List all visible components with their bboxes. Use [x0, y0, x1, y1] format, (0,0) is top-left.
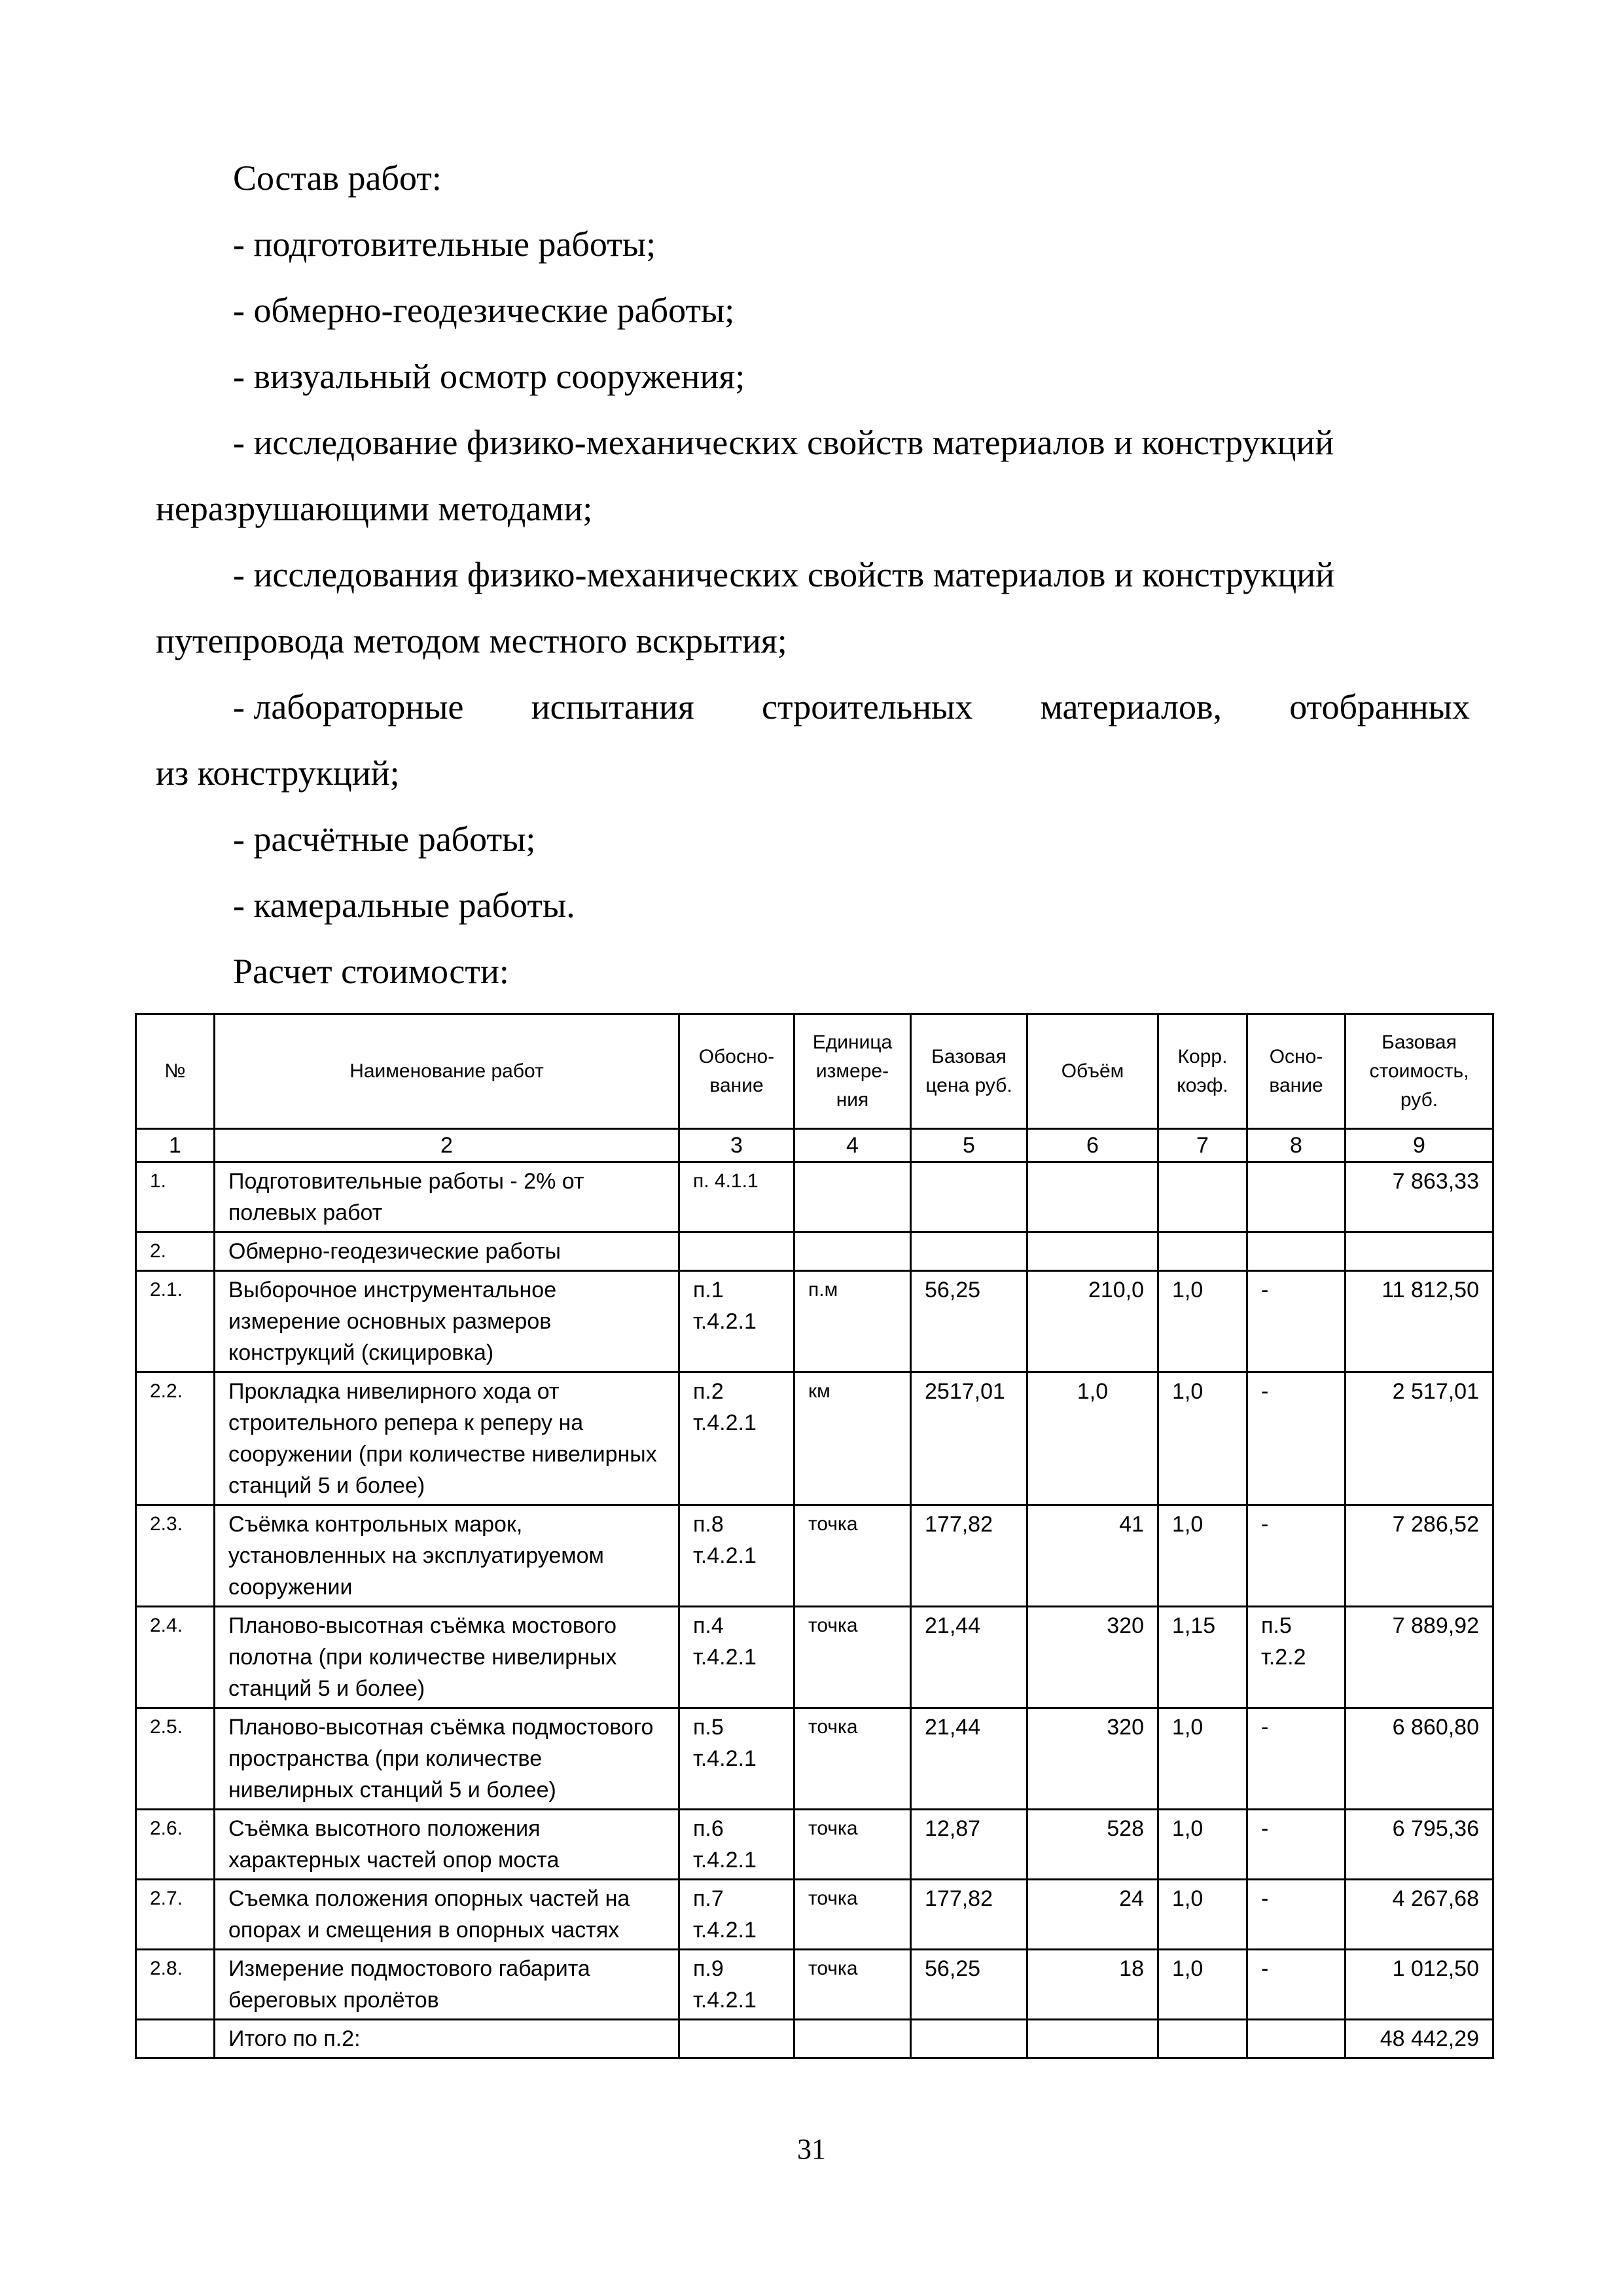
- cell-volume: 18: [1027, 1950, 1158, 2020]
- cell-coef: 1,0: [1158, 1505, 1247, 1607]
- list-item-continuation: неразрушающими методами;: [156, 489, 593, 528]
- list-item: - визуальный осмотр сооружения;: [233, 357, 745, 396]
- cell-unit: точка: [794, 1950, 911, 2020]
- cell-volume: 1,0: [1027, 1372, 1158, 1505]
- cell-coef: [1158, 1162, 1247, 1232]
- cell-volume: 320: [1027, 1607, 1158, 1708]
- cell-basis: п. 4.1.1: [679, 1162, 794, 1232]
- cell-basis: п.5 т.4.2.1: [679, 1708, 794, 1810]
- cell-unit: п.м: [794, 1271, 911, 1372]
- cell-ground: [1247, 1232, 1346, 1271]
- column-number: 1: [136, 1129, 215, 1162]
- page-number: 31: [797, 2133, 826, 2165]
- cell-empty: [794, 2020, 911, 2058]
- cell-cost: 11 812,50: [1346, 1271, 1493, 1372]
- header-cell-coef: Корр. коэф.: [1158, 1014, 1247, 1129]
- list-item: - подготовительные работы;: [233, 224, 656, 264]
- cell-no: 1.: [136, 1162, 215, 1232]
- cell-unit: [794, 1232, 911, 1271]
- cell-name: Съёмка контрольных марок, установленных на эксплуатируемом сооружении: [215, 1505, 679, 1607]
- cell-basis: п.8 т.4.2.1: [679, 1505, 794, 1607]
- cell-volume: 210,0: [1027, 1271, 1158, 1372]
- word: материалов,: [1040, 687, 1222, 726]
- cell-basis: п.6 т.4.2.1: [679, 1810, 794, 1880]
- total-label: Итого по п.2:: [215, 2020, 679, 2058]
- cell-no: 2.: [136, 1232, 215, 1271]
- cell-unit: точка: [794, 1880, 911, 1950]
- table-row: [136, 1232, 1493, 1271]
- cell-ground: -: [1247, 1810, 1346, 1880]
- cell-volume: 24: [1027, 1880, 1158, 1950]
- cell-price: 21,44: [911, 1607, 1027, 1708]
- list-item: - камеральные работы.: [233, 886, 575, 925]
- cell-unit: точка: [794, 1708, 911, 1810]
- cell-no: 2.3.: [136, 1505, 215, 1607]
- cell-coef: [1158, 1232, 1247, 1271]
- cell-no: 2.6.: [136, 1810, 215, 1880]
- list-item-continuation: из конструкций;: [156, 753, 400, 793]
- cell-ground: [1247, 1162, 1346, 1232]
- table-row: [136, 1880, 1493, 1950]
- cell-cost: 4 267,68: [1346, 1880, 1493, 1950]
- cell-basis: [679, 1232, 794, 1271]
- cell-name: Съёмка высотного положения характерных частей опор моста: [215, 1810, 679, 1880]
- cell-no: 2.4.: [136, 1607, 215, 1708]
- word: отобранных: [1289, 687, 1470, 726]
- cell-coef: 1,0: [1158, 1810, 1247, 1880]
- cell-price: 56,25: [911, 1271, 1027, 1372]
- header-cell-no: №: [136, 1014, 215, 1129]
- cell-no: 2.2.: [136, 1372, 215, 1505]
- header-cell-ground: Осно-вание: [1247, 1014, 1346, 1129]
- cell-price: 21,44: [911, 1708, 1027, 1810]
- cell-basis: п.7 т.4.2.1: [679, 1880, 794, 1950]
- list-item: - расчётные работы;: [233, 819, 536, 859]
- cell-coef: 1,0: [1158, 1880, 1247, 1950]
- cell-cost: 6 860,80: [1346, 1708, 1493, 1810]
- cell-cost: 6 795,36: [1346, 1810, 1493, 1880]
- header-cell-name: Наименование работ: [215, 1014, 679, 1129]
- column-number: 6: [1027, 1129, 1158, 1162]
- list-item: - исследования физико-механических свойств материалов и конструкций: [233, 555, 1335, 594]
- cell-empty: [1158, 2020, 1247, 2058]
- word: - лабораторные: [233, 687, 464, 726]
- cell-ground: п.5 т.2.2: [1247, 1607, 1346, 1708]
- column-number: 9: [1346, 1129, 1493, 1162]
- cell-empty: [1247, 2020, 1346, 2058]
- cell-no: 2.7.: [136, 1880, 215, 1950]
- cell-volume: 41: [1027, 1505, 1158, 1607]
- table-row: [136, 1708, 1493, 1810]
- cell-unit: точка: [794, 1810, 911, 1880]
- column-number-row: [136, 1129, 1493, 1162]
- cell-cost: 1 012,50: [1346, 1950, 1493, 2020]
- column-number: 3: [679, 1129, 794, 1162]
- cell-no: 2.8.: [136, 1950, 215, 2020]
- cell-coef: 1,0: [1158, 1708, 1247, 1810]
- cell-cost: [1346, 1232, 1493, 1271]
- cell-name: Прокладка нивелирного хода от строительного репера к реперу на сооружении (при количестве нивелирных станций 5 и более): [215, 1372, 679, 1505]
- cell-coef: 1,0: [1158, 1271, 1247, 1372]
- header-cell-cost: Базовая стоимость, руб.: [1346, 1014, 1493, 1129]
- cell-unit: [794, 1162, 911, 1232]
- header-cell-unit: Единица измере-ния: [794, 1014, 911, 1129]
- cell-empty: [1027, 2020, 1158, 2058]
- column-number: 5: [911, 1129, 1027, 1162]
- cell-ground: -: [1247, 1950, 1346, 2020]
- cell-price: 56,25: [911, 1950, 1027, 2020]
- cell-name: Планово-высотная съёмка подмостового пространства (при количестве нивелирных станций 5 и более): [215, 1708, 679, 1810]
- cell-unit: точка: [794, 1505, 911, 1607]
- cell-name: Съемка положения опорных частей на опорах и смещения в опорных частях: [215, 1880, 679, 1950]
- cell-price: 177,82: [911, 1505, 1027, 1607]
- cell-ground: -: [1247, 1271, 1346, 1372]
- header-cell-volume: Объём: [1027, 1014, 1158, 1129]
- column-number: 4: [794, 1129, 911, 1162]
- cell-volume: [1027, 1232, 1158, 1271]
- cell-name: Выборочное инструментальное измерение основных размеров конструкций (скицировка): [215, 1271, 679, 1372]
- cell-basis: п.4 т.4.2.1: [679, 1607, 794, 1708]
- cell-empty: [679, 2020, 794, 2058]
- cell-basis: п.9 т.4.2.1: [679, 1950, 794, 2020]
- cell-name: Планово-высотная съёмка мостового полотна (при количестве нивелирных станций 5 и более): [215, 1607, 679, 1708]
- cell-name: Подготовительные работы - 2% от полевых работ: [215, 1162, 679, 1232]
- cell-coef: 1,0: [1158, 1950, 1247, 2020]
- table-row: [136, 1271, 1493, 1372]
- total-value: 48 442,29: [1346, 2020, 1493, 2058]
- intro-text: [156, 145, 1470, 1005]
- column-number: 8: [1247, 1129, 1346, 1162]
- cell-name: Измерение подмостового габарита береговых пролётов: [215, 1950, 679, 2020]
- list-item-justified: [156, 674, 1470, 740]
- cell-ground: -: [1247, 1372, 1346, 1505]
- cost-table: [135, 1013, 1494, 2059]
- cell-coef: 1,0: [1158, 1372, 1247, 1505]
- cell-price: [911, 1162, 1027, 1232]
- cell-price: 177,82: [911, 1880, 1027, 1950]
- cell-price: 12,87: [911, 1810, 1027, 1880]
- cell-cost: 7 286,52: [1346, 1505, 1493, 1607]
- cell-ground: -: [1247, 1708, 1346, 1810]
- cell-name: Обмерно-геодезические работы: [215, 1232, 679, 1271]
- list-item: - исследование физико-механических свойств материалов и конструкций: [233, 423, 1334, 462]
- table-row: [136, 1372, 1493, 1505]
- cell-volume: 320: [1027, 1708, 1158, 1810]
- cell-ground: -: [1247, 1505, 1346, 1607]
- table-row: [136, 1950, 1493, 2020]
- cell-no: [136, 2020, 215, 2058]
- list-item-continuation: путепровода методом местного вскрытия;: [156, 621, 787, 660]
- cell-no: 2.5.: [136, 1708, 215, 1810]
- header-cell-basis: Обосно-вание: [679, 1014, 794, 1129]
- column-number: 2: [215, 1129, 679, 1162]
- cell-cost: 2 517,01: [1346, 1372, 1493, 1505]
- column-number: 7: [1158, 1129, 1247, 1162]
- cell-ground: -: [1247, 1880, 1346, 1950]
- cell-price: 2517,01: [911, 1372, 1027, 1505]
- table-row: [136, 1162, 1493, 1232]
- cell-cost: 7 863,33: [1346, 1162, 1493, 1232]
- word: испытания: [531, 687, 694, 726]
- cell-volume: [1027, 1162, 1158, 1232]
- table-row: [136, 1607, 1493, 1708]
- cell-empty: [911, 2020, 1027, 2058]
- table-row: [136, 1810, 1493, 1880]
- table-row: [136, 1505, 1493, 1607]
- table-total-row: [136, 2020, 1493, 2058]
- table-header-row: [136, 1014, 1493, 1129]
- header-cell-price: Базовая цена руб.: [911, 1014, 1027, 1129]
- cell-basis: п.1 т.4.2.1: [679, 1271, 794, 1372]
- cell-volume: 528: [1027, 1810, 1158, 1880]
- works-heading: Состав работ:: [233, 158, 442, 198]
- calc-heading: Расчет стоимости:: [233, 952, 509, 991]
- word: строительных: [761, 687, 973, 726]
- cell-cost: 7 889,92: [1346, 1607, 1493, 1708]
- cell-price: [911, 1232, 1027, 1271]
- cell-unit: точка: [794, 1607, 911, 1708]
- cell-no: 2.1.: [136, 1271, 215, 1372]
- cell-basis: п.2 т.4.2.1: [679, 1372, 794, 1505]
- cell-unit: км: [794, 1372, 911, 1505]
- cell-coef: 1,15: [1158, 1607, 1247, 1708]
- list-item: - обмерно-геодезические работы;: [233, 291, 735, 330]
